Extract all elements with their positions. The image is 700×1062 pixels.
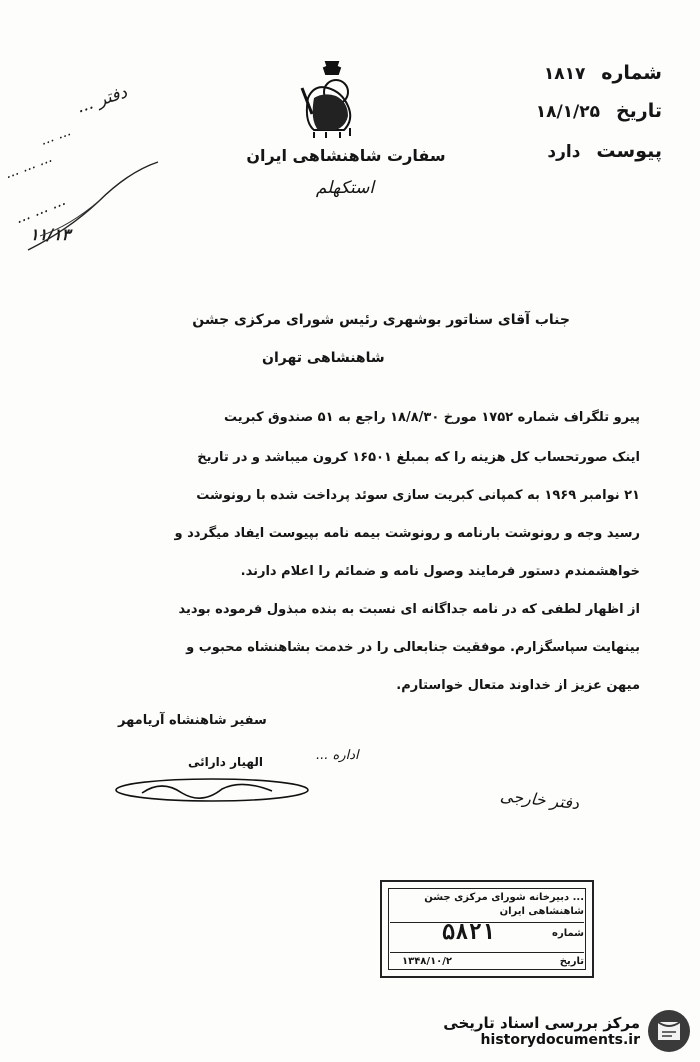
attachment-value: دارد	[547, 142, 581, 162]
stamp-date-label: تاریخ	[559, 956, 584, 967]
letter-number-label: شماره	[601, 62, 662, 84]
signatory-title: سفیر شاهنشاه آریامهر	[118, 713, 267, 728]
stamp-org-line-2: شاهنشاهی ایران	[499, 906, 584, 917]
letter-number-value: ۱۸۱۷	[543, 64, 586, 84]
watermark-url[interactable]: historydocuments.ir	[480, 1032, 640, 1048]
handwritten-note: ... ... ...	[12, 190, 68, 228]
handwriting-strokes	[20, 150, 170, 260]
handwritten-signature	[112, 775, 312, 805]
addressee-line-2: شاهنشاهی تهران	[262, 350, 385, 366]
letter-date-label: تاریخ	[615, 100, 662, 122]
body-line: میهن عزیز از خداوند متعال خواستارم.	[396, 678, 640, 693]
body-line: خواهشمندم دستور فرمایند وصول نامه و ضمائم را اعلام دارند.	[240, 564, 640, 579]
attachment-label: پیوست	[596, 140, 662, 162]
handwritten-date: ۱۱/۱۳	[30, 225, 71, 244]
letter-date-value: ۱۸/۱/۲۵	[535, 102, 601, 122]
letter-date	[536, 100, 662, 122]
stamp-divider	[390, 952, 584, 953]
handwritten-note: ... ... ...	[2, 149, 55, 183]
handwritten-note: ... ...	[38, 123, 73, 149]
archive-logo-icon	[646, 1008, 692, 1054]
stamp-number-value: ۵۸۲۱	[442, 920, 495, 945]
embassy-name: سفارت شاهنشاهی ایران	[246, 146, 446, 165]
signatory-name: الهیار دارائی	[188, 755, 263, 769]
lion-and-sun-emblem-icon	[296, 58, 368, 140]
stamp-date-value: ۱۳۴۸/۱۰/۲	[402, 956, 453, 967]
daftar-note: دفتر خارجی	[499, 785, 581, 814]
letter-attachment	[547, 140, 662, 162]
addressee-line-1: جناب آقای سناتور بوشهری رئیس شورای مرکزی جشن	[192, 312, 570, 328]
body-line: پیرو تلگراف شماره ۱۷۵۲ مورخ ۱۸/۸/۳۰ راجع به ۵۱ صندوق کبریت	[223, 410, 640, 425]
stamp-number-label: شماره	[552, 928, 584, 939]
body-line: ۲۱ نوامبر ۱۹۶۹ به کمپانی کبریت سازی سوئد پرداخت شده با رونوشت	[196, 488, 640, 503]
letter-number	[544, 62, 662, 84]
body-line: بینهایت سپاسگزارم. موفقیت جنابعالی را در خدمت بشاهنشاه محبوب و	[186, 640, 640, 655]
archive-watermark	[443, 1008, 692, 1054]
stamp-org-line-1: ... دبیرخانه شورای مرکزی جشن	[424, 892, 584, 903]
body-line: رسید وجه و رونوشت بارنامه و رونوشت بیمه نامه بپیوست ایفاد میگردد و	[174, 526, 640, 541]
handwritten-note: دفتر ...	[74, 82, 130, 118]
receipt-stamp	[380, 880, 594, 978]
watermark-title: مرکز بررسی اسناد تاریخی	[443, 1014, 640, 1032]
body-line: اینک صورتحساب کل هزینه را که بمبلغ ۱۶۵۰۱ کرون میباشد و در تاریخ	[197, 450, 640, 465]
body-line: از اظهار لطفی که در نامه جداگانه ای نسبت به بنده مبذول فرموده بودید	[178, 602, 640, 617]
embassy-city: استکهلم	[315, 178, 375, 198]
signature-side-note: اداره ...	[316, 748, 359, 763]
